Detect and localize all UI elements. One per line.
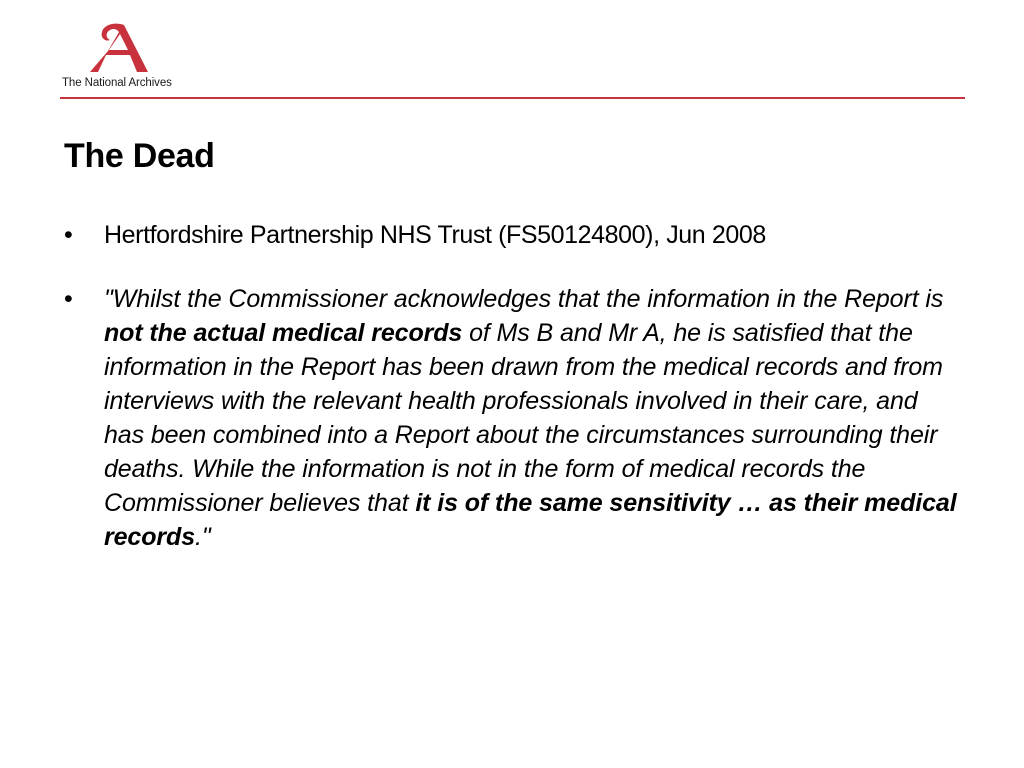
case-reference-text: Hertfordshire Partnership NHS Trust (FS50124800), Jun 2008 bbox=[104, 221, 766, 249]
bullet-commissioner-quote bbox=[64, 282, 964, 554]
bullet-dot-icon: • bbox=[64, 221, 73, 249]
logo-wordmark: The National Archives bbox=[62, 77, 172, 89]
archives-a-logo-icon bbox=[86, 22, 152, 74]
quote-segment: "Whilst the Commissioner acknowledges that the information in the Report is bbox=[104, 285, 944, 313]
quote-text bbox=[104, 285, 957, 551]
quote-emphasis: it is of the same sensitivity … as their medical records bbox=[104, 489, 957, 551]
bullet-list bbox=[64, 218, 964, 554]
quote-segment: ." bbox=[195, 523, 211, 551]
bullet-case-reference bbox=[64, 218, 924, 252]
national-archives-logo bbox=[60, 22, 200, 94]
header-divider bbox=[60, 97, 965, 99]
quote-segment: of Ms B and Mr A, he is satisfied that the information in the Report has been drawn from the medical records and from interviews with the relevant health professionals involved in their care, and has been combined into a Report about the circumstances surrounding their deaths. While the information is not in the form of medical records the Commissioner believes that bbox=[104, 319, 943, 517]
quote-emphasis: not the actual medical records bbox=[104, 319, 463, 347]
slide-title: The Dead bbox=[64, 137, 215, 175]
bullet-dot-icon: • bbox=[64, 285, 73, 313]
